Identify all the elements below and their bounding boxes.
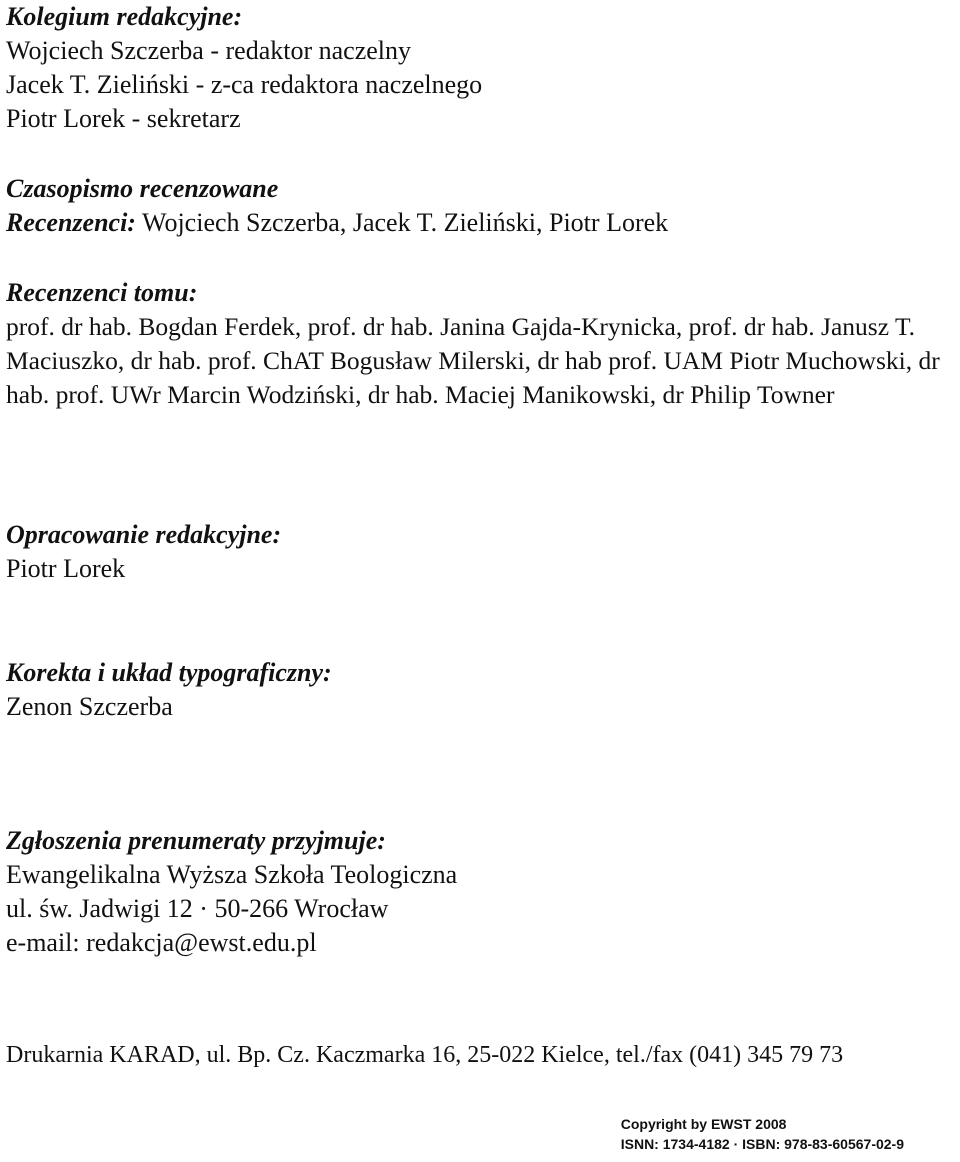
copyright-block [621,1114,904,1154]
reviewed-heading: Czasopismo recenzowane [6,174,279,203]
subscriptions-line: Ewangelikalna Wyższa Szkoła Teologiczna [6,860,458,889]
copyright-line: Copyright by EWST 2008 [620,1116,787,1132]
volume-reviewers-heading: Recenzenci tomu: [6,278,198,307]
editorial-board-member: Piotr Lorek - sekretarz [6,104,241,133]
reviewed-section [6,172,954,240]
editing-section [6,518,954,586]
issn-isbn-line: ISNN: 1734-4182 · ISBN: 978-83-60567-02-9 [620,1136,904,1152]
volume-reviewers-section [6,276,954,412]
reviewers-line [6,206,954,240]
editorial-board-section [6,0,954,136]
proofreading-section [6,656,954,724]
subscriptions-section [6,824,954,960]
editorial-board-heading: Kolegium redakcyjne: [6,2,243,31]
editorial-board-member: Wojciech Szczerba - redaktor naczelny [6,36,412,65]
reviewers-label: Recenzenci: [6,208,136,237]
proofreading-name: Zenon Szczerba [6,692,173,721]
subscriptions-email: e-mail: redakcja@ewst.edu.pl [6,928,317,957]
subscriptions-line: ul. św. Jadwigi 12 · 50-266 Wrocław [6,894,389,923]
volume-reviewers-text: prof. dr hab. Bogdan Ferdek, prof. dr hab. Janina Gajda-Krynicka, prof. dr hab. Janusz T. Maciuszko, dr hab. prof. ChAT Bogusław Milerski, dr hab prof. UAM Piotr Muchowski, dr hab. prof. UWr Marcin Wodziński, dr hab. Maciej Manikowski, dr Philip Towner [6,312,940,409]
proofreading-heading: Korekta i układ typograficzny: [6,658,332,687]
subscriptions-heading: Zgłoszenia prenumeraty przyjmuje: [6,826,386,855]
editing-name: Piotr Lorek [6,554,126,583]
printer-info: Drukarnia KARAD, ul. Bp. Cz. Kaczmarka 16, 25-022 Kielce, tel./fax (041) 345 79 73 [6,1042,844,1068]
printer-section [6,1038,954,1072]
editing-heading: Opracowanie redakcyjne: [6,520,282,549]
editorial-board-member: Jacek T. Zieliński - z-ca redaktora naczelnego [6,70,483,99]
reviewers-names: Wojciech Szczerba, Jacek T. Zieliński, Piotr Lorek [135,208,669,237]
